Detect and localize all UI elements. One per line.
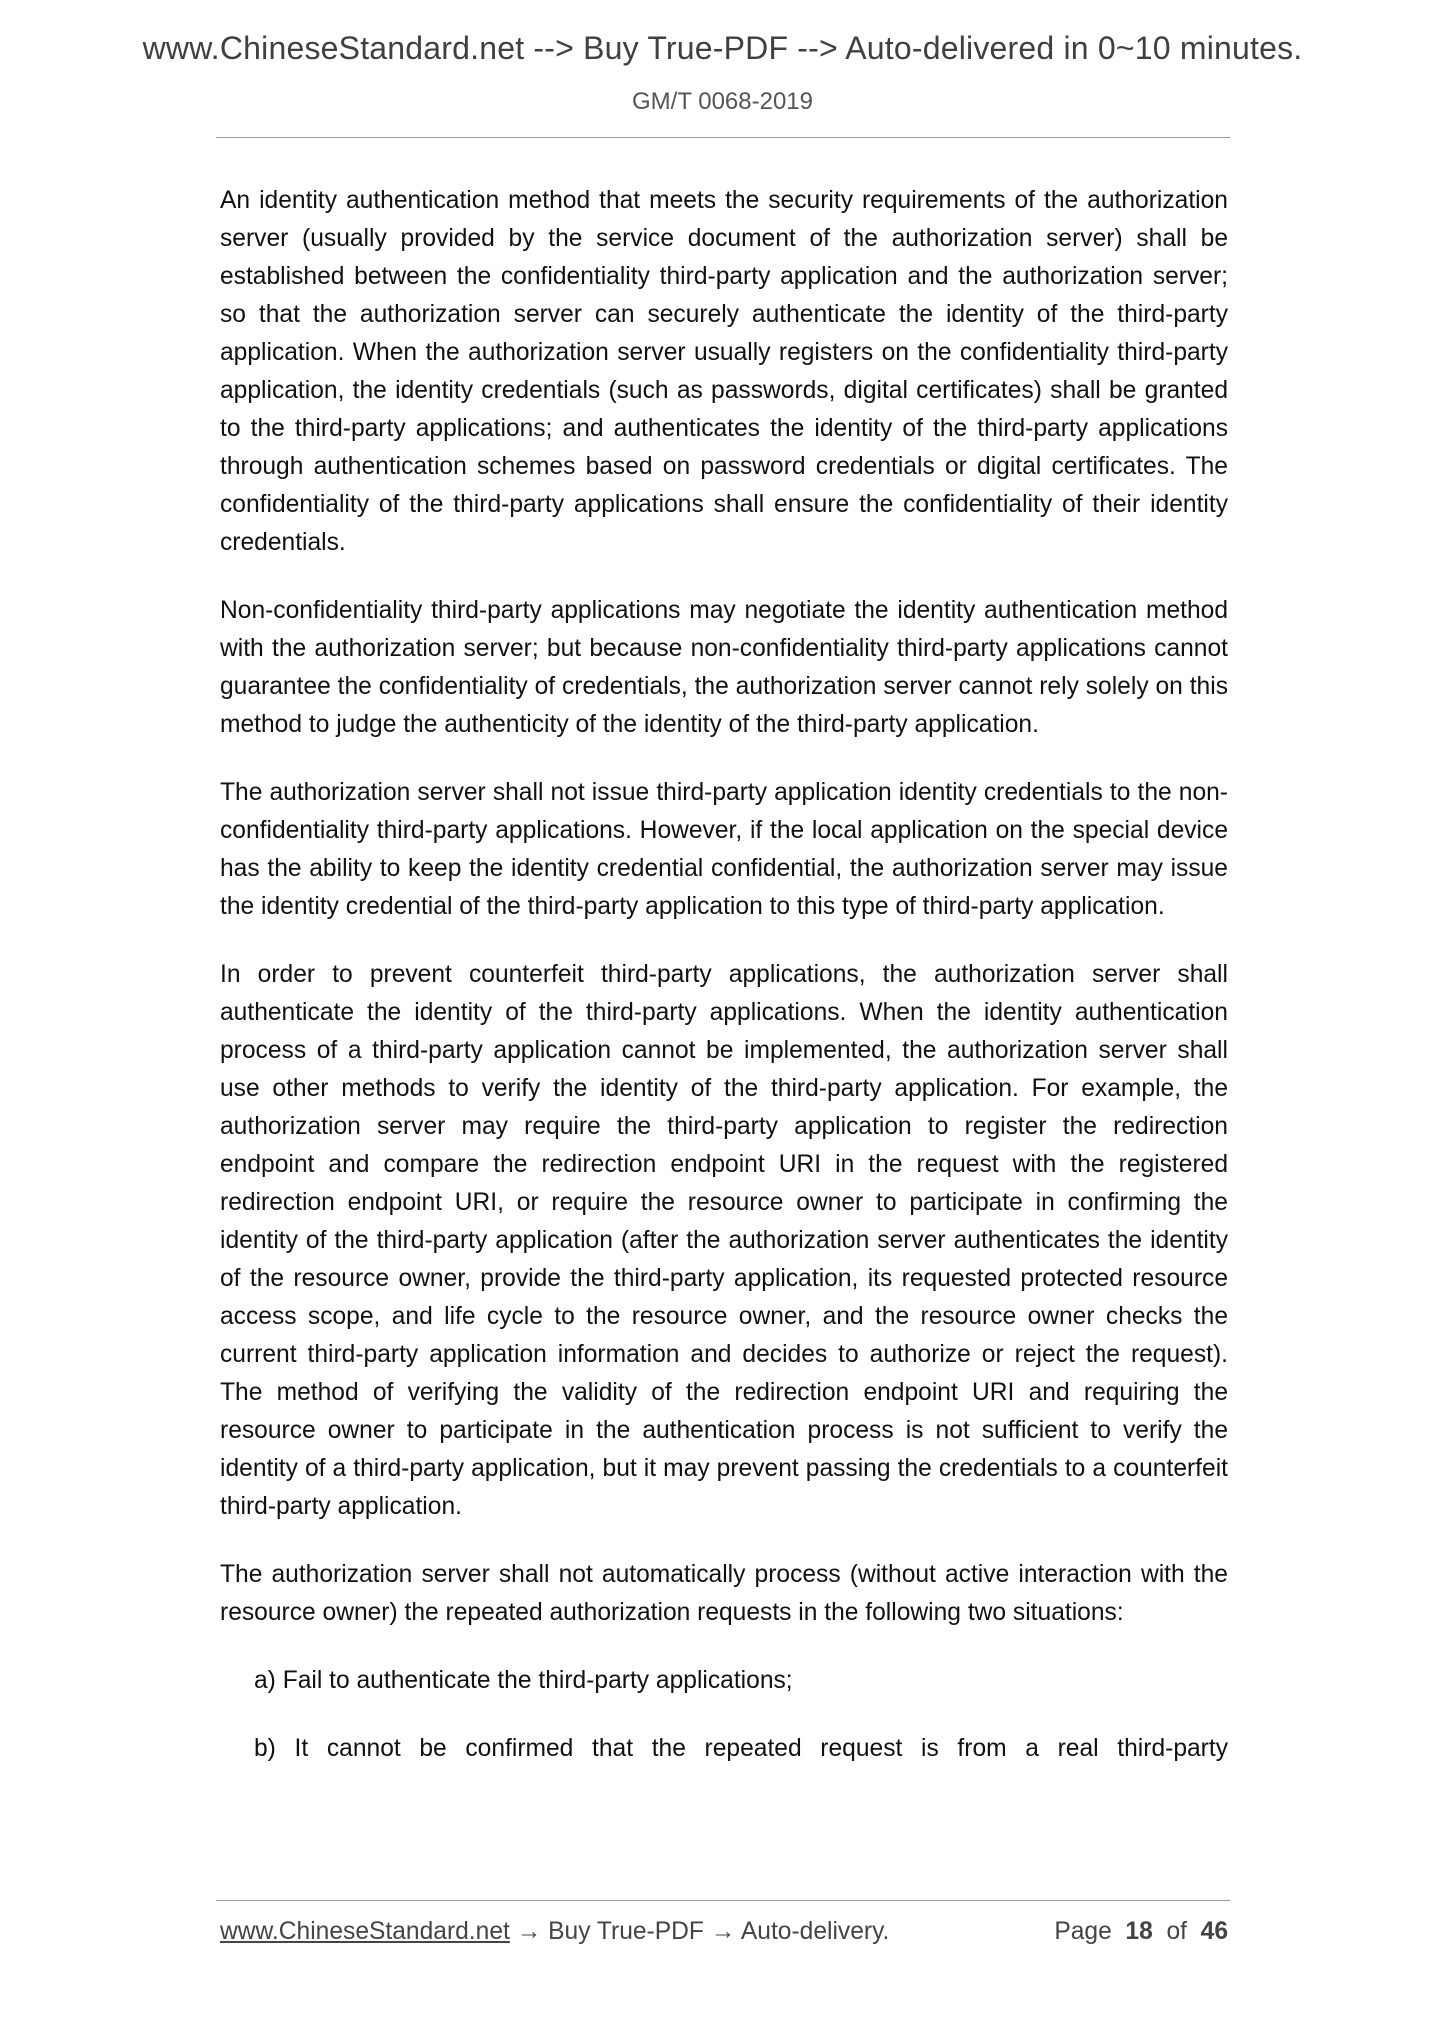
footer-delivery-text: Auto-delivery.: [740, 1918, 890, 1945]
footer-site-link[interactable]: www.ChineseStandard.net: [220, 1918, 510, 1945]
header-divider: [216, 137, 1230, 138]
page-indicator: [1054, 1918, 1228, 1946]
list-item-a: a) Fail to authenticate the third-party applications;: [254, 1667, 793, 1694]
arrow-icon: →: [710, 1918, 736, 1945]
paragraph-repeated-requests: The authorization server shall not automatically process (without active interaction with the resource owner) the repeated authorization requests in the following two situations:: [220, 1561, 1228, 1626]
total-pages: 46: [1200, 1918, 1228, 1945]
footer-buy-text: Buy True-PDF: [548, 1918, 704, 1945]
paragraph-counterfeit-prevention: In order to prevent counterfeit third-party applications, the authorization server shall authenticate the identity of the third-party applications. When the identity authentication process of a third-party application cannot be implemented, the authorization server shall use other methods to verify the identity of the third-party application. For example, the authorization server may require the third-party application to register the redirection endpoint and compare the redirection endpoint URI in the request with the registered redirection endpoint URI, or require the resource owner to participate in confirming the identity of the third-party application (after the authorization server authenticates the identity of the resource owner, provide the third-party application, its requested protected resource access scope, and life cycle to the resource owner, and the resource owner checks the current third-party application information and decides to authorize or reject the request). The method of verifying the validity of the redirection endpoint URI and requiring the resource owner to participate in the authentication process is not sufficient to verify the identity of a third-party application, but it may prevent passing the credentials to a counterfeit third-party application.: [220, 961, 1228, 1520]
top-banner: www.ChineseStandard.net --> Buy True-PDF --> Auto-delivered in 0~10 minutes.: [142, 30, 1303, 66]
page-footer: [220, 1918, 1228, 1946]
paragraph-non-confidentiality: Non-confidentiality third-party applications may negotiate the identity authentication method with the authorization server; but because non-confidentiality third-party applications cannot guarantee the confidentiality of credentials, the authorization server cannot rely solely on this method to judge the authenticity of the identity of the third-party application.: [220, 597, 1228, 738]
standard-code: GM/T 0068-2019: [632, 88, 813, 115]
document-body: [220, 182, 1228, 1768]
arrow-icon: →: [516, 1918, 542, 1945]
page-number: 18: [1125, 1918, 1153, 1945]
page-label: Page: [1054, 1918, 1112, 1945]
footer-divider: [216, 1900, 1230, 1901]
of-label: of: [1166, 1918, 1187, 1945]
list-item-b: b) It cannot be confirmed that the repeated request is from a real third-party: [254, 1735, 1228, 1762]
paragraph-identity-authentication: An identity authentication method that meets the security requirements of the authorization server (usually provided by the service document of the authorization server) shall be established between the confidentiality third-party application and the authorization server; so that the authorization server can securely authenticate the identity of the third-party application. When the authorization server usually registers on the confidentiality third-party application, the identity credentials (such as passwords, digital certificates) shall be granted to the third-party applications; and authenticates the identity of the third-party applications through authentication schemes based on password credentials or digital certificates. The confidentiality of the third-party applications shall ensure the confidentiality of their identity credentials.: [220, 187, 1228, 556]
paragraph-credential-issuance: The authorization server shall not issue third-party application identity credentials to the non-confidentiality third-party applications. However, if the local application on the special device has the ability to keep the identity credential confidential, the authorization server may issue the identity credential of the third-party application to this type of third-party application.: [220, 779, 1228, 920]
